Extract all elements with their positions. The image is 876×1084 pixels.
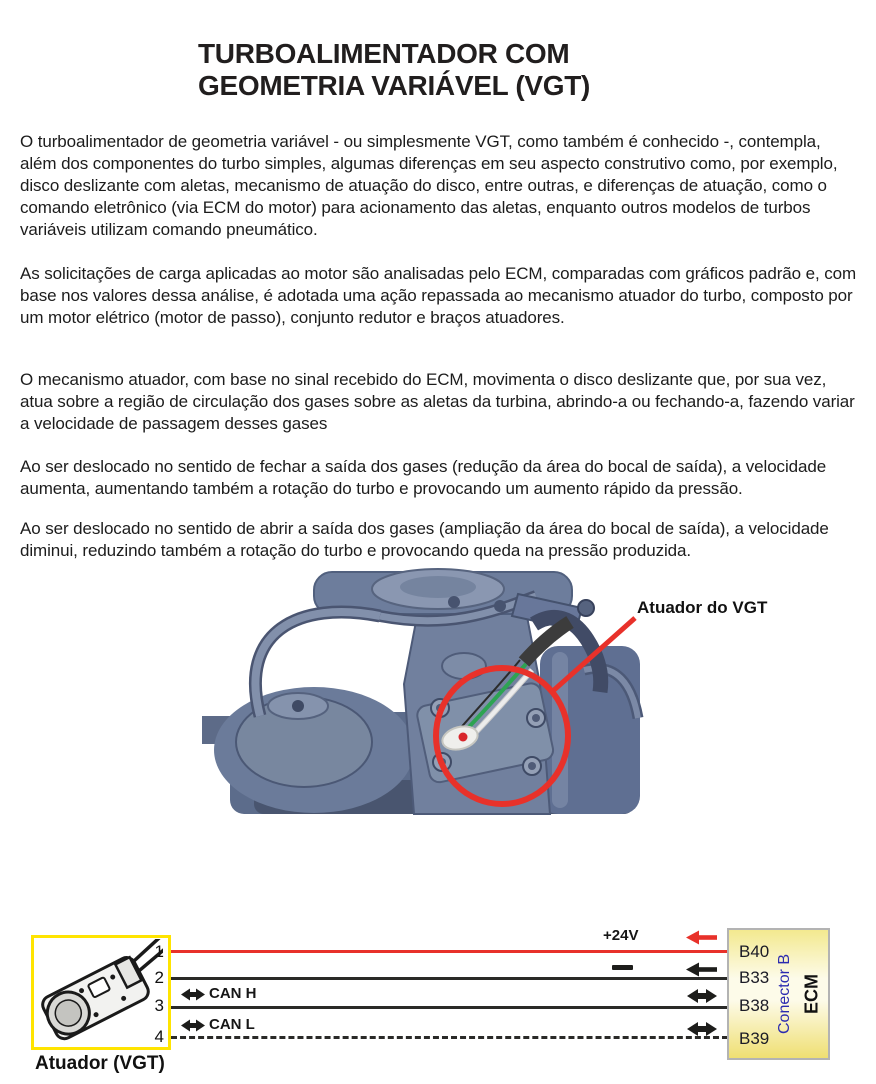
minus-symbol	[612, 965, 633, 970]
wire-can-l	[171, 1036, 728, 1039]
actuator-pin-4: 4	[154, 1027, 164, 1046]
can-h-label: CAN H	[209, 985, 257, 1002]
ecm-pin-b38: B38	[739, 996, 770, 1015]
can-l-label: CAN L	[209, 1016, 255, 1033]
paragraph-intro: O turboalimentador de geometria variável - ou simplesmente VGT, como também é conhecido -, contempla, além dos componentes do turbo simples, algumas diferenças em seu aspecto construtivo como, por exemplo, disco deslizante com aletas, mecanismo de atuação do disco, entre outras, e diferenças de atuação, como o comando eletrônico (via ECM do motor) para acionamento das aletas, enquanto outros modelos de turbos variáveis utilizam comando pneumático.	[20, 132, 838, 239]
wire-can-h	[171, 1006, 728, 1009]
can-h-double-arrow-icon	[181, 988, 205, 1001]
actuator-pin-1: 1	[154, 942, 164, 961]
connector-b-label: Conector B	[776, 953, 793, 1035]
actuator-pin-2: 2	[154, 968, 164, 987]
ecm-label: ECM	[801, 974, 822, 1014]
page-title-line2: GEOMETRIA VARIÁVEL (VGT)	[198, 70, 591, 101]
ecm-pin-b39: B39	[739, 1029, 770, 1048]
wire-power-24v	[171, 950, 728, 953]
page-title	[198, 38, 590, 102]
wiring-diagram	[0, 920, 876, 1084]
ecm-pin-b40: B40	[739, 942, 770, 961]
power-left-arrow-icon	[686, 930, 717, 945]
can-l-ecm-double-arrow-icon	[687, 1021, 717, 1037]
vgt-actuator-callout: Atuador do VGT	[637, 598, 768, 617]
paragraph-open-outlet: Ao ser deslocado no sentido de abrir a saída dos gases (ampliação da área do bocal de saída), a velocidade diminui, reduzindo também a rotação do turbo e provocando queda na pressão produzida.	[20, 519, 829, 560]
can-l-double-arrow-icon	[181, 1019, 205, 1032]
wire-ground	[171, 977, 728, 980]
paragraph-ecm-analysis: As solicitações de carga aplicadas ao motor são analisadas pelo ECM, comparadas com gráficos padrão e, com base nos valores dessa análise, é adotada uma ação repassada ao mecanismo atuador do turbo, composto por um motor elétrico (motor de passo), conjunto redutor e braços atuadores.	[20, 264, 857, 327]
actuator-label: Atuador (VGT)	[35, 1053, 165, 1074]
ground-left-arrow-icon	[686, 962, 717, 977]
ecm-pin-b33: B33	[739, 968, 770, 987]
can-h-ecm-double-arrow-icon	[687, 988, 717, 1004]
ecm-connector-box	[727, 928, 830, 1060]
paragraph-close-outlet: Ao ser deslocado no sentido de fechar a saída dos gases (redução da área do bocal de saída), a velocidade aumenta, aumentando também a rotação do turbo e provocando um aumento rápido da pressão.	[20, 457, 827, 498]
page-title-line1: TURBOALIMENTADOR COM	[198, 38, 570, 69]
actuator-pin-3: 3	[154, 996, 164, 1015]
paragraph-mechanism: O mecanismo atuador, com base no sinal recebido do ECM, movimenta o disco deslizante que, por sua vez, atua sobre a região de circulação dos gases sobre as aletas da turbina, abrindo-a ou fechando-a, fazendo variar a velocidade de passagem desses gases	[20, 370, 855, 433]
power-24v-label: +24V	[603, 927, 639, 944]
